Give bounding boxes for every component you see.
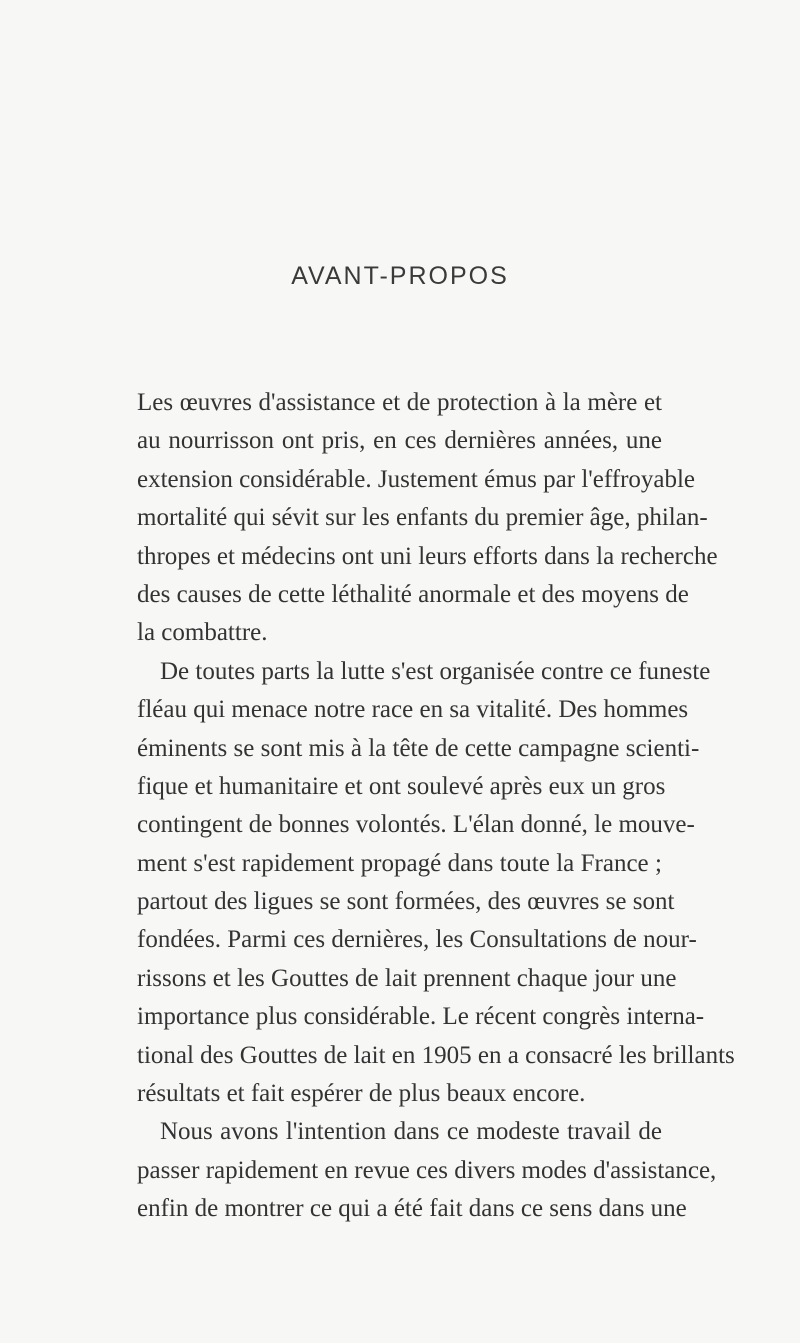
page-title: AVANT-PROPOS xyxy=(291,262,509,290)
text-line: enfin de montrer ce qui a été fait dans ce sens dans une xyxy=(137,1195,687,1223)
text-line: partout des ligues se sont formées, des œuvres se sont xyxy=(137,888,675,916)
text-line: De toutes parts la lutte s'est organisée contre ce funeste xyxy=(160,657,711,685)
text-line: mortalité qui sévit sur les enfants du premier âge, philan- xyxy=(137,504,708,532)
text-line: fléau qui menace notre race en sa vitalité. Des hommes xyxy=(137,696,689,724)
text-line: la combattre. xyxy=(137,619,268,647)
text-line: fique et humanitaire et ont soulevé après eux un gros xyxy=(137,772,666,800)
text-line: éminents se sont mis à la tête de cette campagne scienti- xyxy=(137,734,700,762)
text-line: contingent de bonnes volontés. L'élan donné, le mouve- xyxy=(137,811,695,839)
text-line: des causes de cette léthalité anormale et des moyens de xyxy=(137,580,689,608)
text-line: extension considérable. Justement émus par l'effroyable xyxy=(137,465,696,493)
body-text xyxy=(137,384,735,1229)
text-line: tional des Gouttes de lait en 1905 en a consacré les brillants xyxy=(137,1041,735,1069)
text-line: importance plus considérable. Le récent congrès interna- xyxy=(137,1003,705,1031)
text-line: Nous avons l'intention dans ce modeste travail de xyxy=(160,1118,662,1146)
text-line: résultats et fait espérer de plus beaux encore. xyxy=(137,1080,586,1108)
text-line: thropes et médecins ont uni leurs efforts dans la recherche xyxy=(137,542,718,570)
text-line: rissons et les Gouttes de lait prennent chaque jour une xyxy=(137,964,677,992)
text-line: au nourrisson ont pris, en ces dernières années, une xyxy=(137,427,662,455)
text-line: fondées. Parmi ces dernières, les Consultations de nour- xyxy=(137,926,697,954)
text-line: passer rapidement en revue ces divers modes d'assistance, xyxy=(137,1156,717,1184)
text-line: ment s'est rapidement propagé dans toute la France ; xyxy=(137,849,662,877)
text-line: Les œuvres d'assistance et de protection à la mère et xyxy=(137,389,662,416)
